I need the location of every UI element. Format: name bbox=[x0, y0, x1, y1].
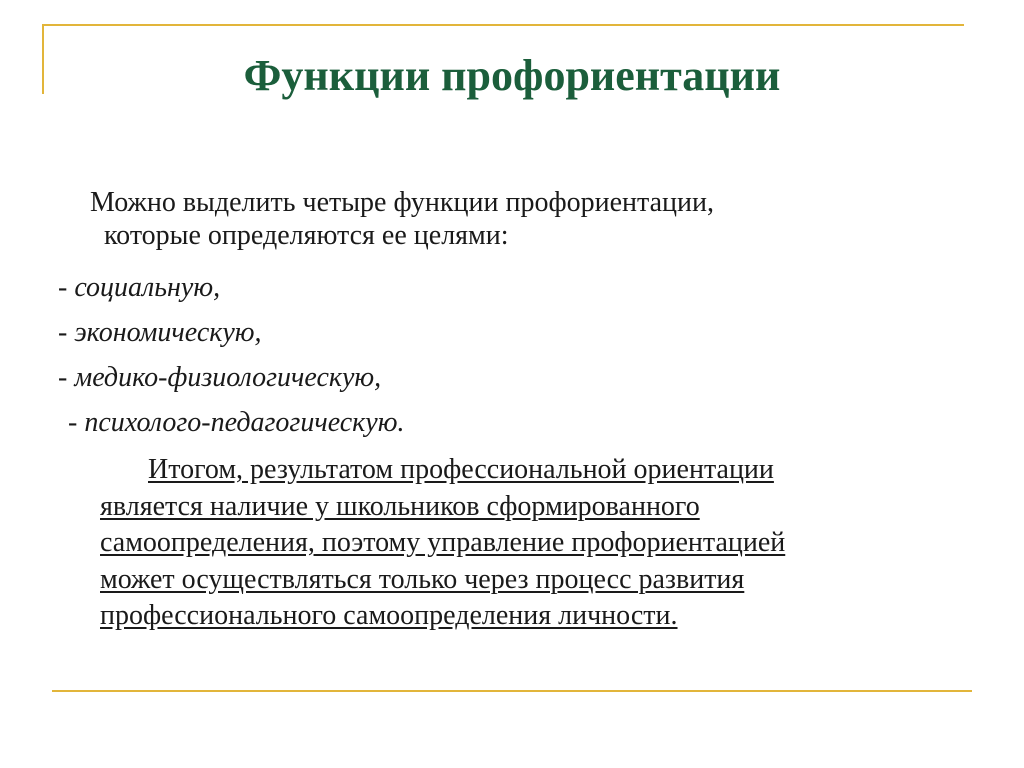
function-economic: экономическую, bbox=[74, 317, 262, 348]
conclusion-paragraph bbox=[100, 452, 960, 635]
list-dash: - bbox=[68, 407, 85, 438]
list-dash: - bbox=[58, 317, 75, 348]
frame-bottom-line bbox=[52, 690, 972, 692]
intro-paragraph bbox=[90, 186, 890, 252]
slide-title: Функции профориентации bbox=[243, 51, 781, 100]
list-dash: - bbox=[58, 362, 75, 393]
list-dash: - bbox=[58, 272, 75, 303]
conclusion-line: самоопределения, поэтому управление профориентацией bbox=[100, 527, 786, 558]
conclusion-line: профессионального самоопределения личности. bbox=[100, 600, 678, 631]
function-psychological: психолого-педагогическую. bbox=[84, 407, 405, 438]
list-item bbox=[58, 403, 404, 448]
intro-line-2: которые определяются ее целями: bbox=[104, 220, 509, 251]
list-item bbox=[58, 358, 404, 403]
functions-list bbox=[58, 268, 404, 448]
conclusion-line: Итогом, результатом профессиональной ориентации bbox=[148, 454, 774, 485]
function-medical: медико-физиологическую, bbox=[74, 362, 382, 393]
conclusion-line: является наличие у школьников сформированного bbox=[100, 490, 700, 522]
intro-line-1: Можно выделить четыре функции профориентации, bbox=[90, 187, 714, 218]
list-item bbox=[58, 268, 404, 313]
function-social: социальную, bbox=[74, 272, 221, 303]
frame-top-line bbox=[42, 24, 964, 26]
list-item bbox=[58, 313, 404, 358]
conclusion-line: может осуществляться только через процесс развития bbox=[100, 563, 745, 595]
